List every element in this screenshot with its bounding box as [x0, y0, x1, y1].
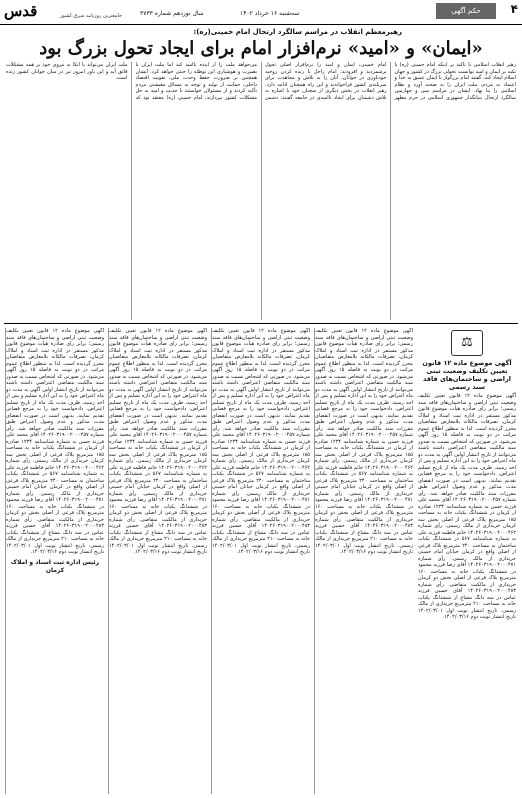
ads-column-2 [314, 328, 413, 794]
ads-column-3 [211, 328, 310, 794]
newspaper-tagline: جامعترین روزنامه شرق کشور [60, 13, 123, 19]
ad-text: آگهی موضوع ماده ۱۲ قانون تعیین تکلیف وضعیت ثبتی اراضی و ساختمان‌های فاقد سند رسمی؛ برابر رای صادره هیأت موضوع قانون مذکور مستقر در اداره ثبت اسناد و املاک کرمان، تصرفات مالکانه بلامعارض متقاضیان محرز گردیده است. لذا به منظور اطلاع عموم مراتب در دو نوبت به فاصله ۱۵ روز آگهی می‌شود. در صورتی که اشخاص نسبت به صدور سند مالکیت متقاضی اعتراضی داشته باشند می‌توانند از تاریخ انتشار اولین آگهی به مدت دو ماه اعتراض خود را به این اداره تسلیم و پس از اخذ رسید، ظرف مدت یک ماه از تاریخ تسلیم اعتراض، دادخواست خود را به مرجع قضایی تقدیم نمایند. بدیهی است در صورت انقضای مدت مذکور و عدم وصول اعتراض طبق مقررات سند مالکیت صادر خواهد شد. رأی شماره ۱۴۰۲۶۰۳۱۹۰۰۲۰۰۰۴۵۷ آقای محمد علی فرزند حسن به شماره شناسنامه ۱۲۳۴ صادره از کرمان در ششدانگ یکباب خانه به مساحت ۱۸۵ مترمربع پلاک فرعی از اصلی بخش سه کرمان خریداری از مالک رسمی. رأی شماره ۱۴۰۲۶۰۳۱۹۰۰۲۰۰۰۴۶۲ خانم فاطمه فرزند علی به شماره شناسنامه ۵۶۷ در ششدانگ یکباب ساختمان به مساحت ۲۴۰ مترمربع پلاک فرعی از اصلی واقع در کرمان خیابان امام خمینی خریداری از مالک رسمی. رأی شماره ۱۴۰۲۶۰۳۱۹۰۰۲۰۰۰۴۷۱ آقای رضا فرزند محمود در ششدانگ یکباب خانه به مساحت ۱۶۰ مترمربع پلاک فرعی از اصلی بخش دو کرمان خریداری از مالکیت متقاضی. رأی شماره ۱۴۰۲۶۰۳۱۹۰۰۲۰۰۰۴۸۳ آقای حسین فرزند عباس در سه دانگ مشاع از ششدانگ یکباب خانه به مساحت ۲۱۰ مترمربع خریداری از مالک رسمی. تاریخ انتشار نوبت اول ۱۴۰۲/۰۳/۰۱ تاریخ انتشار نوبت دوم ۱۴۰۲/۰۳/۱۶. [315, 328, 413, 555]
justice-emblem-icon: ⚖ [451, 330, 483, 356]
ad-text: آگهی موضوع ماده ۱۲ قانون تعیین تکلیف وضعیت ثبتی اراضی و ساختمان‌های فاقد سند رسمی؛ برابر رای صادره هیأت موضوع قانون مذکور مستقر در اداره ثبت اسناد و املاک کرمان، تصرفات مالکانه بلامعارض متقاضیان محرز گردیده است. لذا به منظور اطلاع عموم مراتب در دو نوبت به فاصله ۱۵ روز آگهی می‌شود. در صورتی که اشخاص نسبت به صدور سند مالکیت متقاضی اعتراضی داشته باشند می‌توانند از تاریخ انتشار اولین آگهی به مدت دو ماه اعتراض خود را به این اداره تسلیم و پس از اخذ رسید، ظرف مدت یک ماه از تاریخ تسلیم اعتراض، دادخواست خود را به مرجع قضایی تقدیم نمایند. بدیهی است در صورت انقضای مدت مذکور و عدم وصول اعتراض طبق مقررات سند مالکیت صادر خواهد شد. رأی شماره ۱۴۰۲۶۰۳۱۹۰۰۲۰۰۰۴۵۷ آقای محمد علی فرزند حسن به شماره شناسنامه ۱۲۳۴ صادره از کرمان در ششدانگ یکباب خانه به مساحت ۱۸۵ مترمربع پلاک فرعی از اصلی بخش سه کرمان خریداری از مالک رسمی. رأی شماره ۱۴۰۲۶۰۳۱۹۰۰۲۰۰۰۴۶۲ خانم فاطمه فرزند علی به شماره شناسنامه ۵۶۷ در ششدانگ یکباب ساختمان به مساحت ۲۴۰ مترمربع پلاک فرعی از اصلی واقع در کرمان خیابان امام خمینی خریداری از مالک رسمی. رأی شماره ۱۴۰۲۶۰۳۱۹۰۰۲۰۰۰۴۷۱ آقای رضا فرزند محمود در ششدانگ یکباب خانه به مساحت ۱۶۰ مترمربع پلاک فرعی از اصلی بخش دو کرمان خریداری از مالکیت متقاضی. رأی شماره ۱۴۰۲۶۰۳۱۹۰۰۲۰۰۰۴۸۳ آقای حسین فرزند عباس در سه دانگ مشاع از ششدانگ یکباب خانه به مساحت ۲۱۰ مترمربع خریداری از مالک رسمی. تاریخ انتشار نوبت اول ۱۴۰۲/۰۳/۰۱ تاریخ انتشار نوبت دوم ۱۴۰۲/۰۳/۱۶. [212, 328, 310, 555]
ads-column-5 [5, 328, 104, 794]
article-body: رهبر انقلاب اسلامی با تأکید بر اینکه امام خمینی (ره) با تکیه بر ایمان و امید توانست تحولی بزرگ در کشور و جهان اسلام ایجاد کند، گفتند امام بزرگوار با ایمان عمیق به خدا و اعتماد به مردم، ملت ایران را به صحنه آورد و نظام اسلامی را بنا نهاد. ایشان در مراسم سی و چهارمین سالگرد ارتحال بنیانگذار جمهوری اسلامی در حرم مطهر امام خمینی، ایمان و امید را نرم‌افزار اصلی تحول برشمردند و افزودند: امام راحل با زنده کردن روحیه خودباوری در جوانان، آنان را به تلاش و مجاهدت برای سربلندی کشور فراخواندند و این راه همچنان ادامه دارد. رهبر انقلاب در بخش دیگری از سخنان خود با اشاره به تلاش دشمنان برای ایجاد ناامیدی در جامعه گفتند: دشمن می‌خواهد ملت را از آینده ناامید کند اما ملت ایران با بصیرت و هوشیاری این توطئه را خنثی خواهد کرد. ایشان همچنین بر ضرورت حفظ وحدت ملی، تقویت اقتصاد داخلی، حمایت از تولید و توجه به مسائل معیشتی مردم تأکید کردند و از مسئولان خواستند با جدیت و امید به حل مشکلات کشور بپردازند. امام خمینی (ره) معتقد بود که ملت ایران می‌تواند با اتکا به نیروی خود بر همه مشکلات فائق آید و این باور امروز نیز در میان جوانان کشور زنده است. [6, 62, 516, 101]
ads-column-4 [108, 328, 207, 794]
ad-text: آگهی موضوع ماده ۱۲ قانون تعیین تکلیف وضعیت ثبتی اراضی و ساختمان‌های فاقد سند رسمی؛ برابر رای صادره هیأت موضوع قانون مذکور مستقر در اداره ثبت اسناد و املاک کرمان، تصرفات مالکانه بلامعارض متقاضیان محرز گردیده است. لذا به منظور اطلاع عموم مراتب در دو نوبت به فاصله ۱۵ روز آگهی می‌شود. در صورتی که اشخاص نسبت به صدور سند مالکیت متقاضی اعتراضی داشته باشند می‌توانند از تاریخ انتشار اولین آگهی به مدت دو ماه اعتراض خود را به این اداره تسلیم و پس از اخذ رسید، ظرف مدت یک ماه از تاریخ تسلیم اعتراض، دادخواست خود را به مرجع قضایی تقدیم نمایند. بدیهی است در صورت انقضای مدت مذکور و عدم وصول اعتراض طبق مقررات سند مالکیت صادر خواهد شد. رأی شماره ۱۴۰۲۶۰۳۱۹۰۰۲۰۰۰۴۵۷ آقای محمد علی فرزند حسن به شماره شناسنامه ۱۲۳۴ صادره از کرمان در ششدانگ یکباب خانه به مساحت ۱۸۵ مترمربع پلاک فرعی از اصلی بخش سه کرمان خریداری از مالک رسمی. رأی شماره ۱۴۰۲۶۰۳۱۹۰۰۲۰۰۰۴۶۲ خانم فاطمه فرزند علی به شماره شناسنامه ۵۶۷ در ششدانگ یکباب ساختمان به مساحت ۲۴۰ مترمربع پلاک فرعی از اصلی واقع در کرمان خیابان امام خمینی خریداری از مالک رسمی. رأی شماره ۱۴۰۲۶۰۳۱۹۰۰۲۰۰۰۴۷۱ آقای رضا فرزند محمود در ششدانگ یکباب خانه به مساحت ۱۶۰ مترمربع پلاک فرعی از اصلی بخش دو کرمان خریداری از مالکیت متقاضی. رأی شماره ۱۴۰۲۶۰۳۱۹۰۰۲۰۰۰۴۸۳ آقای حسین فرزند عباس در سه دانگ مشاع از ششدانگ یکباب خانه به مساحت ۲۱۰ مترمربع خریداری از مالک رسمی. تاریخ انتشار نوبت اول ۱۴۰۲/۰۳/۰۱ تاریخ انتشار نوبت دوم ۱۴۰۲/۰۳/۱۶. [6, 328, 104, 555]
section-tab: حکم آگهی [436, 3, 496, 19]
ads-column-1 [418, 328, 516, 794]
article-kicker: رهبرمعظم انقلاب در مراسم سالگرد ارتحال امام خمینی(ره): [193, 28, 402, 36]
page-number: ۴ [510, 2, 518, 16]
article-headline: «ایمان» و «امید» نرم‌افزار امام برای ایجاد تحول بزرگ بود [39, 38, 483, 59]
masthead [0, 0, 522, 25]
issue-date: سه‌شنبه ۱۶ خرداد ۱۴۰۲ [240, 10, 300, 17]
ad-title: آگهی موضوع ماده ۱۲ قانون تعیین تکلیف وضعیت ثبتی اراضی و ساختمان‌های فاقد سند رسمی [422, 359, 512, 391]
ad-text: آگهی موضوع ماده ۱۲ قانون تعیین تکلیف وضعیت ثبتی اراضی و ساختمان‌های فاقد سند رسمی؛ برابر رای صادره هیأت موضوع قانون مذکور مستقر در اداره ثبت اسناد و املاک کرمان، تصرفات مالکانه بلامعارض متقاضیان محرز گردیده است. لذا به منظور اطلاع عموم مراتب در دو نوبت به فاصله ۱۵ روز آگهی می‌شود. در صورتی که اشخاص نسبت به صدور سند مالکیت متقاضی اعتراضی داشته باشند می‌توانند از تاریخ انتشار اولین آگهی به مدت دو ماه اعتراض خود را به این اداره تسلیم و پس از اخذ رسید، ظرف مدت یک ماه از تاریخ تسلیم اعتراض، دادخواست خود را به مرجع قضایی تقدیم نمایند. بدیهی است در صورت انقضای مدت مذکور و عدم وصول اعتراض طبق مقررات سند مالکیت صادر خواهد شد. رأی شماره ۱۴۰۲۶۰۳۱۹۰۰۲۰۰۰۴۵۷ آقای محمد علی فرزند حسن به شماره شناسنامه ۱۲۳۴ صادره از کرمان در ششدانگ یکباب خانه به مساحت ۱۸۵ مترمربع پلاک فرعی از اصلی بخش سه کرمان خریداری از مالک رسمی. رأی شماره ۱۴۰۲۶۰۳۱۹۰۰۲۰۰۰۴۶۲ خانم فاطمه فرزند علی به شماره شناسنامه ۵۶۷ در ششدانگ یکباب ساختمان به مساحت ۲۴۰ مترمربع پلاک فرعی از اصلی واقع در کرمان خیابان امام خمینی خریداری از مالک رسمی. رأی شماره ۱۴۰۲۶۰۳۱۹۰۰۲۰۰۰۴۷۱ آقای رضا فرزند محمود در ششدانگ یکباب خانه به مساحت ۱۶۰ مترمربع پلاک فرعی از اصلی بخش دو کرمان خریداری از مالکیت متقاضی. رأی شماره ۱۴۰۲۶۰۳۱۹۰۰۲۰۰۰۴۸۳ آقای حسین فرزند عباس در سه دانگ مشاع از ششدانگ یکباب خانه به مساحت ۲۱۰ مترمربع خریداری از مالک رسمی. تاریخ انتشار نوبت اول ۱۴۰۲/۰۳/۰۱ تاریخ انتشار نوبت دوم ۱۴۰۲/۰۳/۱۶. [109, 328, 207, 555]
ad-text: آگهی موضوع ماده ۱۲ قانون تعیین تکلیف وضعیت ثبتی اراضی و ساختمان‌های فاقد سند رسمی؛ برابر رای صادره هیأت موضوع قانون مذکور مستقر در اداره ثبت اسناد و املاک کرمان، تصرفات مالکانه بلامعارض متقاضیان محرز گردیده است. لذا به منظور اطلاع عموم مراتب در دو نوبت به فاصله ۱۵ روز آگهی می‌شود. در صورتی که اشخاص نسبت به صدور سند مالکیت متقاضی اعتراضی داشته باشند می‌توانند از تاریخ انتشار اولین آگهی به مدت دو ماه اعتراض خود را به این اداره تسلیم و پس از اخذ رسید، ظرف مدت یک ماه از تاریخ تسلیم اعتراض، دادخواست خود را به مرجع قضایی تقدیم نمایند. بدیهی است در صورت انقضای مدت مذکور و عدم وصول اعتراض طبق مقررات سند مالکیت صادر خواهد شد. رأی شماره ۱۴۰۲۶۰۳۱۹۰۰۲۰۰۰۴۵۷ آقای محمد علی فرزند حسن به شماره شناسنامه ۱۲۳۴ صادره از کرمان در ششدانگ یکباب خانه به مساحت ۱۸۵ مترمربع پلاک فرعی از اصلی بخش سه کرمان خریداری از مالک رسمی. رأی شماره ۱۴۰۲۶۰۳۱۹۰۰۲۰۰۰۴۶۲ خانم فاطمه فرزند علی به شماره شناسنامه ۵۶۷ در ششدانگ یکباب ساختمان به مساحت ۲۴۰ مترمربع پلاک فرعی از اصلی واقع در کرمان خیابان امام خمینی خریداری از مالک رسمی. رأی شماره ۱۴۰۲۶۰۳۱۹۰۰۲۰۰۰۴۷۱ آقای رضا فرزند محمود در ششدانگ یکباب خانه به مساحت ۱۶۰ مترمربع پلاک فرعی از اصلی بخش دو کرمان خریداری از مالکیت متقاضی. رأی شماره ۱۴۰۲۶۰۳۱۹۰۰۲۰۰۰۴۸۳ آقای حسین فرزند عباس در سه دانگ مشاع از ششدانگ یکباب خانه به مساحت ۲۱۰ مترمربع خریداری از مالک رسمی. تاریخ انتشار نوبت اول ۱۴۰۲/۰۳/۰۱ تاریخ انتشار نوبت دوم ۱۴۰۲/۰۳/۱۶. [418, 393, 516, 620]
section-divider [4, 323, 518, 324]
ad-signature: رئیس اداره ثبت اسناد و املاک کرمان [10, 558, 100, 574]
legal-ads-section [6, 328, 516, 794]
newspaper-logo: قدس [4, 2, 38, 20]
issue-number: سال نوزدهم شماره ۳۷۳۳ [140, 10, 204, 17]
